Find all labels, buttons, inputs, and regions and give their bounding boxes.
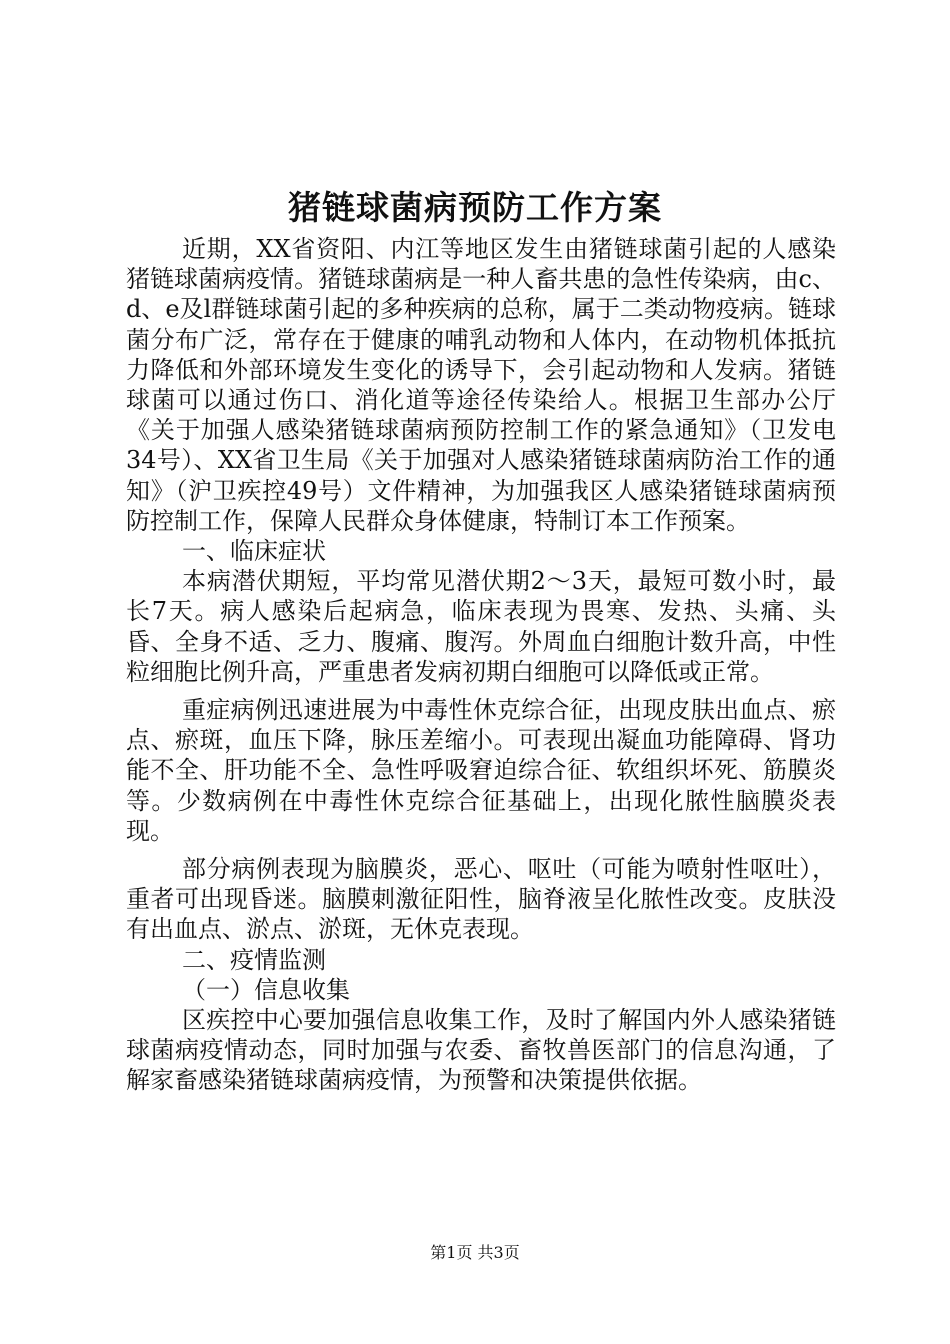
paragraph-severe-cases: 重症病例迅速进展为中毒性休克综合征，出现皮肤出血点、瘀点、瘀斑，血压下降，脉压差缩小。可表现出凝血功能障碍、肾功能不全、肝功能不全、急性呼吸窘迫综合征、软组织坏死、筋膜炎等。少数病例在中毒性休克综合征基础上，出现化脓性脑膜炎表现。 [126,696,836,845]
page-number-footer: 第1页 共3页 [430,1243,520,1262]
subsection-heading-information-collection: （一）信息收集 [182,975,350,1004]
document-body [126,234,836,1096]
section-heading-epidemic-monitoring: 二、疫情监测 [182,945,326,974]
document-title: 猪链球菌病预防工作方案 [288,188,662,227]
section-heading-clinical-symptoms: 一、临床症状 [182,537,326,566]
paragraph-incubation: 本病潜伏期短，平均常见潜伏期2～3天，最短可数小时，最长7天。病人感染后起病急，临床表现为畏寒、发热、头痛、头昏、全身不适、乏力、腹痛、腹泻。外周血白细胞计数升高，中性粒细胞比例升高，严重患者发病初期白细胞可以降低或正常。 [126,567,836,686]
intro-paragraph: 近期，XX省资阳、内江等地区发生由猪链球菌引起的人感染猪链球菌病疫情。猪链球菌病是一种人畜共患的急性传染病，由c、d、e及l群链球菌引起的多种疾病的总称，属于二类动物疫病。链球菌分布广泛，常存在于健康的哺乳动物和人体内，在动物机体抵抗力降低和外部环境发生变化的诱导下，会引起动物和人发病。猪链球菌可以通过伤口、消化道等途径传染给人。根据卫生部办公厅《关于加强人感染猪链球菌病预防控制工作的紧急通知》（卫发电34号）、XX省卫生局《关于加强对人感染猪链球菌病防治工作的通知》（沪卫疾控49号）文件精神，为加强我区人感染猪链球菌病预防控制工作，保障人民群众身体健康，特制订本工作预案。 [126,235,836,535]
paragraph-information-collection: 区疾控中心要加强信息收集工作，及时了解国内外人感染猪链球菌病疫情动态，同时加强与农委、畜牧兽医部门的信息沟通，了解家畜感染猪链球菌病疫情，为预警和决策提供依据。 [126,1006,836,1095]
paragraph-meningitis: 部分病例表现为脑膜炎，恶心、呕吐（可能为喷射性呕吐），重者可出现昏迷。脑膜刺激征阳性，脑脊液呈化脓性改变。皮肤没有出血点、淤点、淤斑，无休克表现。 [126,855,836,944]
